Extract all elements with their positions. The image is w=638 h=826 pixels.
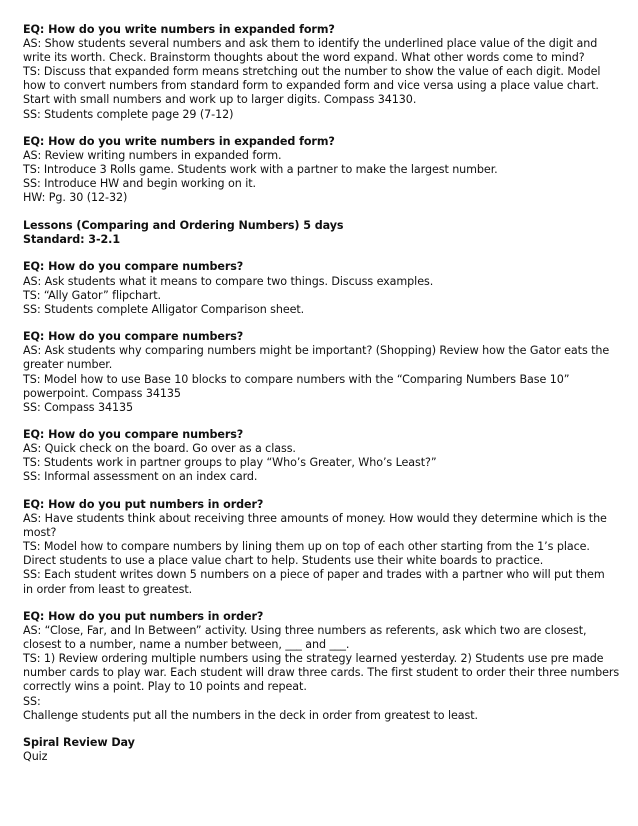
body-text-line: HW: Pg. 30 (12-32) [23, 191, 128, 205]
body-text-line: SS: Each student writes down 5 numbers on a piece of paper and trades with a partner who will put them [23, 568, 605, 582]
body-text-line: Quiz [23, 750, 48, 764]
body-text-line: number cards to play war. Each student will draw three cards. The first student to order their three numbers [23, 666, 620, 680]
body-text-line: TS: Discuss that expanded form means stretching out the number to show the value of each digit. Model [23, 65, 601, 79]
body-text-line: TS: Introduce 3 Rolls game. Students work with a partner to make the largest number. [23, 163, 498, 177]
body-text-line: powerpoint. Compass 34135 [23, 386, 181, 400]
lesson-section [23, 330, 626, 415]
body-text-line: SS: Students complete page 29 (7-12) [23, 107, 234, 121]
section-heading: Standard: 3-2.1 [23, 233, 121, 246]
body-text-line: closest to a number, name a number between, ___ and ___. [23, 638, 350, 652]
body-text-line: in order from least to greatest. [23, 582, 193, 596]
body-text-line: Start with small numbers and work up to larger digits. Compass 34130. [23, 93, 417, 107]
body-text-line: SS: Informal assessment on an index card. [23, 470, 258, 484]
body-text-line: AS: Ask students what it means to compare two things. Discuss examples. [23, 274, 434, 288]
section-heading: EQ: How do you compare numbers? [23, 260, 244, 274]
body-text-line: Challenge students put all the numbers in the deck in order from greatest to least. [23, 708, 479, 722]
section-heading: EQ: How do you put numbers in order? [23, 610, 264, 624]
body-text-line: TS: Model how to compare numbers by lining them up on top of each other starting from the 1’s place. [23, 540, 590, 554]
lesson-section [23, 736, 626, 764]
body-text-line: correctly wins a point. Play to 10 points and repeat. [23, 680, 307, 694]
body-text-line: write its worth. Check. Brainstorm thoughts about the word expand. What other words come to mind? [23, 51, 585, 65]
lesson-section [23, 260, 626, 316]
lesson-section [23, 428, 626, 484]
section-heading: EQ: How do you compare numbers? [23, 330, 244, 344]
section-heading: EQ: How do you compare numbers? [23, 428, 244, 442]
body-text-line: AS: Quick check on the board. Go over as a class. [23, 442, 296, 456]
lesson-plan-content [23, 23, 626, 764]
section-heading: Lessons (Comparing and Ordering Numbers) 5 days [23, 218, 344, 232]
body-text-line: SS: [23, 694, 41, 708]
lesson-section [23, 23, 626, 122]
body-text-line: Direct students to use a place value chart to help. Students use their white boards to practice. [23, 554, 544, 568]
body-text-line: how to convert numbers from standard form to expanded form and vice versa using a place value chart. [23, 79, 599, 93]
body-text-line: TS: Students work in partner groups to play “Who’s Greater, Who’s Least?” [23, 456, 437, 470]
body-text-line: AS: Ask students why comparing numbers might be important? (Shopping) Review how the Gator eats the [23, 344, 610, 358]
section-heading: EQ: How do you put numbers in order? [23, 497, 264, 511]
body-text-line: SS: Compass 34135 [23, 400, 134, 414]
lesson-section [23, 219, 626, 247]
body-text-line: AS: Show students several numbers and ask them to identify the underlined place value of the digit and [23, 37, 598, 51]
body-text-line: TS: Model how to use Base 10 blocks to compare numbers with the “Comparing Numbers Base 10” [23, 372, 570, 386]
body-text-line: TS: 1) Review ordering multiple numbers using the strategy learned yesterday. 2) Students use pre made [23, 652, 604, 666]
body-text-line: AS: Have students think about receiving three amounts of money. How would they determine which is the [23, 512, 607, 526]
body-text-line: TS: “Ally Gator” flipchart. [23, 288, 161, 302]
section-heading: EQ: How do you write numbers in expanded form? [23, 23, 335, 36]
body-text-line: greater number. [23, 358, 113, 372]
lesson-section [23, 610, 626, 723]
body-text-line: AS: “Close, Far, and In Between” activity. Using three numbers as referents, ask which two are closest, [23, 624, 587, 638]
body-text-line: SS: Introduce HW and begin working on it. [23, 177, 256, 191]
body-text-line: AS: Review writing numbers in expanded form. [23, 149, 282, 163]
section-heading: EQ: How do you write numbers in expanded form? [23, 135, 335, 149]
lesson-section [23, 135, 626, 205]
lesson-section [23, 498, 626, 597]
body-text-line: SS: Students complete Alligator Comparison sheet. [23, 302, 305, 316]
body-text-line: most? [23, 526, 57, 540]
section-heading: Spiral Review Day [23, 736, 135, 750]
